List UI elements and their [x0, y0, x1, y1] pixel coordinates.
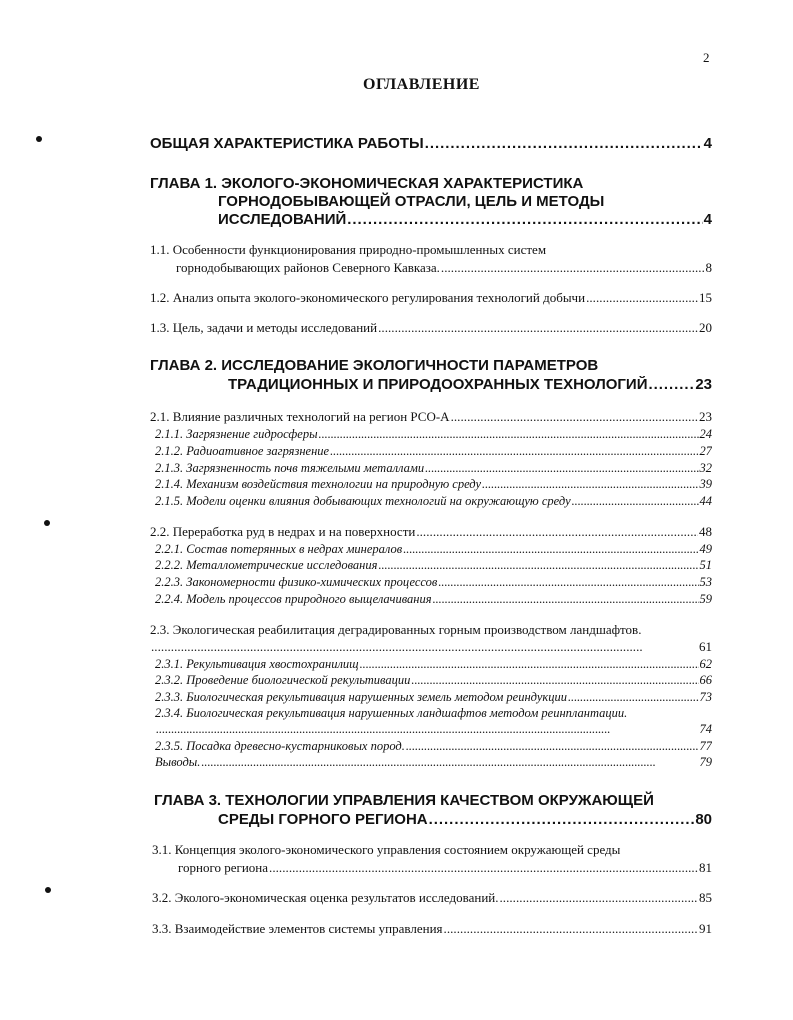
toc-entry-2-2-4[interactable]	[155, 592, 712, 607]
toc-entry-title: ТРАДИЦИОННЫХ И ПРИРОДООХРАННЫХ ТЕХНОЛОГИЙ	[228, 376, 648, 393]
toc-entry-page: 15	[699, 290, 712, 305]
section-3-1-line1: 3.1. Концепция эколого-экономического управления состоянием окружающей среды	[152, 842, 621, 857]
toc-entry-title: 2.2.2. Металлометрические исследования	[155, 558, 378, 572]
toc-entry-title: 2.2.3. Закономерности физико-химических процессов	[155, 575, 438, 589]
toc-entry-title: 3.2. Эколого-экономическая оценка результатов исследований.	[152, 890, 499, 905]
toc-entry-1-2[interactable]	[150, 290, 712, 306]
toc-entry-3-2[interactable]	[152, 890, 712, 906]
dot-leader	[406, 739, 699, 754]
toc-entry-title: 2.1. Влияние различных технологий на регион РСО-А	[150, 409, 450, 424]
toc-entry-page: 51	[699, 558, 712, 572]
section-2-3-title: 2.3. Экологическая реабилитация деградированных горным производством ландшафтов.	[150, 622, 642, 637]
toc-entry-title: 2.2.4. Модель процессов природного выщелачивания	[155, 592, 432, 606]
toc-entry-page: 8	[705, 260, 712, 275]
toc-entry-title: ОБЩАЯ ХАРАКТЕРИСТИКА РАБОТЫ	[150, 135, 424, 152]
dot-leader	[416, 524, 698, 540]
toc-entry-title: 3.3. Взаимодействие элементов системы управления	[152, 921, 443, 936]
toc-entry-chapter1[interactable]	[218, 211, 712, 228]
toc-entry-2-2-1[interactable]	[155, 542, 712, 557]
dot-leader	[330, 444, 698, 459]
dot-leader	[411, 673, 698, 688]
toc-entry-general[interactable]	[150, 135, 712, 152]
dot-leader	[444, 921, 698, 937]
toc-entry-page: 24	[699, 427, 712, 441]
toc-entry-title: 2.2.1. Состав потерянных в недрах минералов	[155, 542, 403, 556]
toc-entry-2-1-5[interactable]	[155, 494, 712, 509]
toc-entry-2-3-4[interactable]	[155, 722, 712, 737]
toc-entry-title: 2.1.4. Механизм воздействия технологии на природную среду	[155, 477, 482, 491]
toc-entry-page: 85	[699, 890, 712, 905]
toc-entry-page: 80	[695, 811, 712, 828]
scan-mark	[45, 887, 51, 893]
toc-entry-page: 32	[699, 461, 712, 475]
chapter1-title-line2: ГОРНОДОБЫВАЮЩЕЙ ОТРАСЛИ, ЦЕЛЬ И МЕТОДЫ	[218, 193, 605, 210]
toc-entry-title: СРЕДЫ ГОРНОГО РЕГИОНА	[218, 811, 428, 828]
dot-leader	[201, 755, 698, 770]
toc-entry-2-1-3[interactable]	[155, 461, 712, 476]
toc-entry-page: 66	[699, 673, 712, 687]
toc-entry-2-3-3[interactable]	[155, 690, 712, 705]
toc-entry-title: ИССЛЕДОВАНИЙ	[218, 211, 347, 228]
toc-entry-2-3-5[interactable]	[155, 739, 712, 754]
toc-entry-page: 48	[699, 524, 712, 539]
toc-entry-title: 2.3.5. Посадка древесно-кустарниковых пород.	[155, 739, 405, 753]
toc-entry-page: 73	[699, 690, 712, 704]
toc-entry-2-3-1[interactable]	[155, 657, 712, 672]
dot-leader	[425, 461, 698, 476]
dot-leader	[347, 211, 702, 228]
toc-entry-page: 20	[699, 320, 712, 335]
dot-leader	[156, 722, 699, 737]
toc-entry-page: 79	[699, 755, 712, 769]
toc-entry-2-1-2[interactable]	[155, 444, 712, 459]
toc-entry-page: 44	[699, 494, 712, 508]
toc-entry-title: 2.1.5. Модели оценки влияния добывающих технологий на окружающую среду	[155, 494, 571, 508]
toc-entry-page: 4	[703, 211, 712, 228]
chapter1-title-line1: ГЛАВА 1. ЭКОЛОГО-ЭКОНОМИЧЕСКАЯ ХАРАКТЕРИСТИКА	[150, 175, 584, 192]
toc-entry-page: 4	[703, 135, 712, 152]
dot-leader	[451, 409, 698, 425]
toc-entry-page: 62	[699, 657, 712, 671]
dot-leader	[586, 290, 698, 306]
toc-entry-2-2-2[interactable]	[155, 558, 712, 573]
toc-entry-title: 2.1.2. Радиоативное загрязнение	[155, 444, 330, 458]
dot-leader	[378, 558, 698, 573]
toc-entry-title: 2.2. Переработка руд в недрах и на поверхности	[150, 524, 416, 539]
toc-entry-title: 1.3. Цель, задачи и методы исследований	[150, 320, 378, 335]
toc-entry-2-2-3[interactable]	[155, 575, 712, 590]
page-number: 2	[703, 50, 710, 65]
toc-entry-page: 77	[699, 739, 712, 753]
dot-leader	[425, 135, 703, 152]
toc-entry-chapter2[interactable]	[228, 376, 712, 393]
toc-entry-page: 74	[699, 722, 712, 736]
toc-entry-title: 2.3.1. Рекультивация хвостохранилищ	[155, 657, 359, 671]
chapter3-title-line1: ГЛАВА 3. ТЕХНОЛОГИИ УПРАВЛЕНИЯ КАЧЕСТВОМ ОКРУЖАЮЩЕЙ	[154, 792, 654, 809]
dot-leader	[151, 639, 698, 655]
scan-mark	[36, 136, 42, 142]
toc-entry-title: 2.1.3. Загрязненность почв тяжелыми металлами	[155, 461, 425, 475]
dot-leader	[269, 860, 698, 876]
section-2-3-4-title: 2.3.4. Биологическая рекультивация нарушенных ландшафтов методом реинплантации.	[155, 706, 628, 720]
toc-entry-2-1-4[interactable]	[155, 477, 712, 492]
chapter2-title-line1: ГЛАВА 2. ИССЛЕДОВАНИЕ ЭКОЛОГИЧНОСТИ ПАРАМЕТРОВ	[150, 357, 599, 374]
toc-entry-title: 2.3.3. Биологическая рекультивация нарушенных земель методом реиндукции	[155, 690, 567, 704]
toc-entry-title: Выводы.	[155, 755, 201, 769]
toc-title: ОГЛАВЛЕНИЕ	[363, 76, 480, 93]
dot-leader	[441, 260, 705, 276]
toc-entry-title: 2.3.2. Проведение биологической рекультивации	[155, 673, 411, 687]
toc-entry-3-3[interactable]	[152, 921, 712, 937]
toc-entry-page: 59	[699, 592, 712, 606]
dot-leader	[360, 657, 699, 672]
scan-mark	[44, 520, 50, 526]
toc-entry-page: 39	[699, 477, 712, 491]
toc-entry-2-3[interactable]	[150, 639, 712, 655]
dot-leader	[378, 320, 698, 336]
section-1-1-line1: 1.1. Особенности функционирования природно-промышленных систем	[150, 242, 547, 257]
toc-entry-page: 53	[699, 575, 712, 589]
dot-leader	[433, 592, 699, 607]
toc-entry-page: 27	[699, 444, 712, 458]
dot-leader	[572, 494, 699, 509]
toc-entry-title: горного региона	[178, 860, 269, 875]
dot-leader	[403, 542, 698, 557]
toc-entry-page: 49	[699, 542, 712, 556]
toc-entry-title: 1.2. Анализ опыта эколого-экономического регулирования технологий добычи	[150, 290, 586, 305]
toc-entry-conclusions[interactable]	[155, 755, 712, 770]
toc-entry-1-1[interactable]	[176, 260, 712, 276]
toc-entry-title: 2.1.1. Загрязнение гидросферы	[155, 427, 318, 441]
dot-leader	[438, 575, 698, 590]
dot-leader	[319, 427, 699, 442]
dot-leader	[429, 811, 695, 828]
toc-entry-3-1[interactable]	[178, 860, 712, 876]
toc-entry-2-3-2[interactable]	[155, 673, 712, 688]
toc-entry-1-3[interactable]	[150, 320, 712, 336]
toc-entry-2-2[interactable]	[150, 524, 712, 540]
dot-leader	[568, 690, 699, 705]
toc-entry-title: горнодобывающих районов Северного Кавказа.	[176, 260, 440, 275]
toc-entry-page: 61	[699, 639, 712, 654]
dot-leader	[648, 376, 694, 393]
toc-entry-2-1[interactable]	[150, 409, 712, 425]
toc-entry-page: 81	[699, 860, 712, 875]
toc-entry-page: 23	[699, 409, 712, 424]
dot-leader	[482, 477, 698, 492]
toc-entry-chapter3[interactable]	[218, 811, 712, 828]
toc-entry-2-1-1[interactable]	[155, 427, 712, 442]
toc-entry-page: 23	[695, 376, 712, 393]
toc-entry-page: 91	[699, 921, 712, 936]
dot-leader	[499, 890, 698, 906]
